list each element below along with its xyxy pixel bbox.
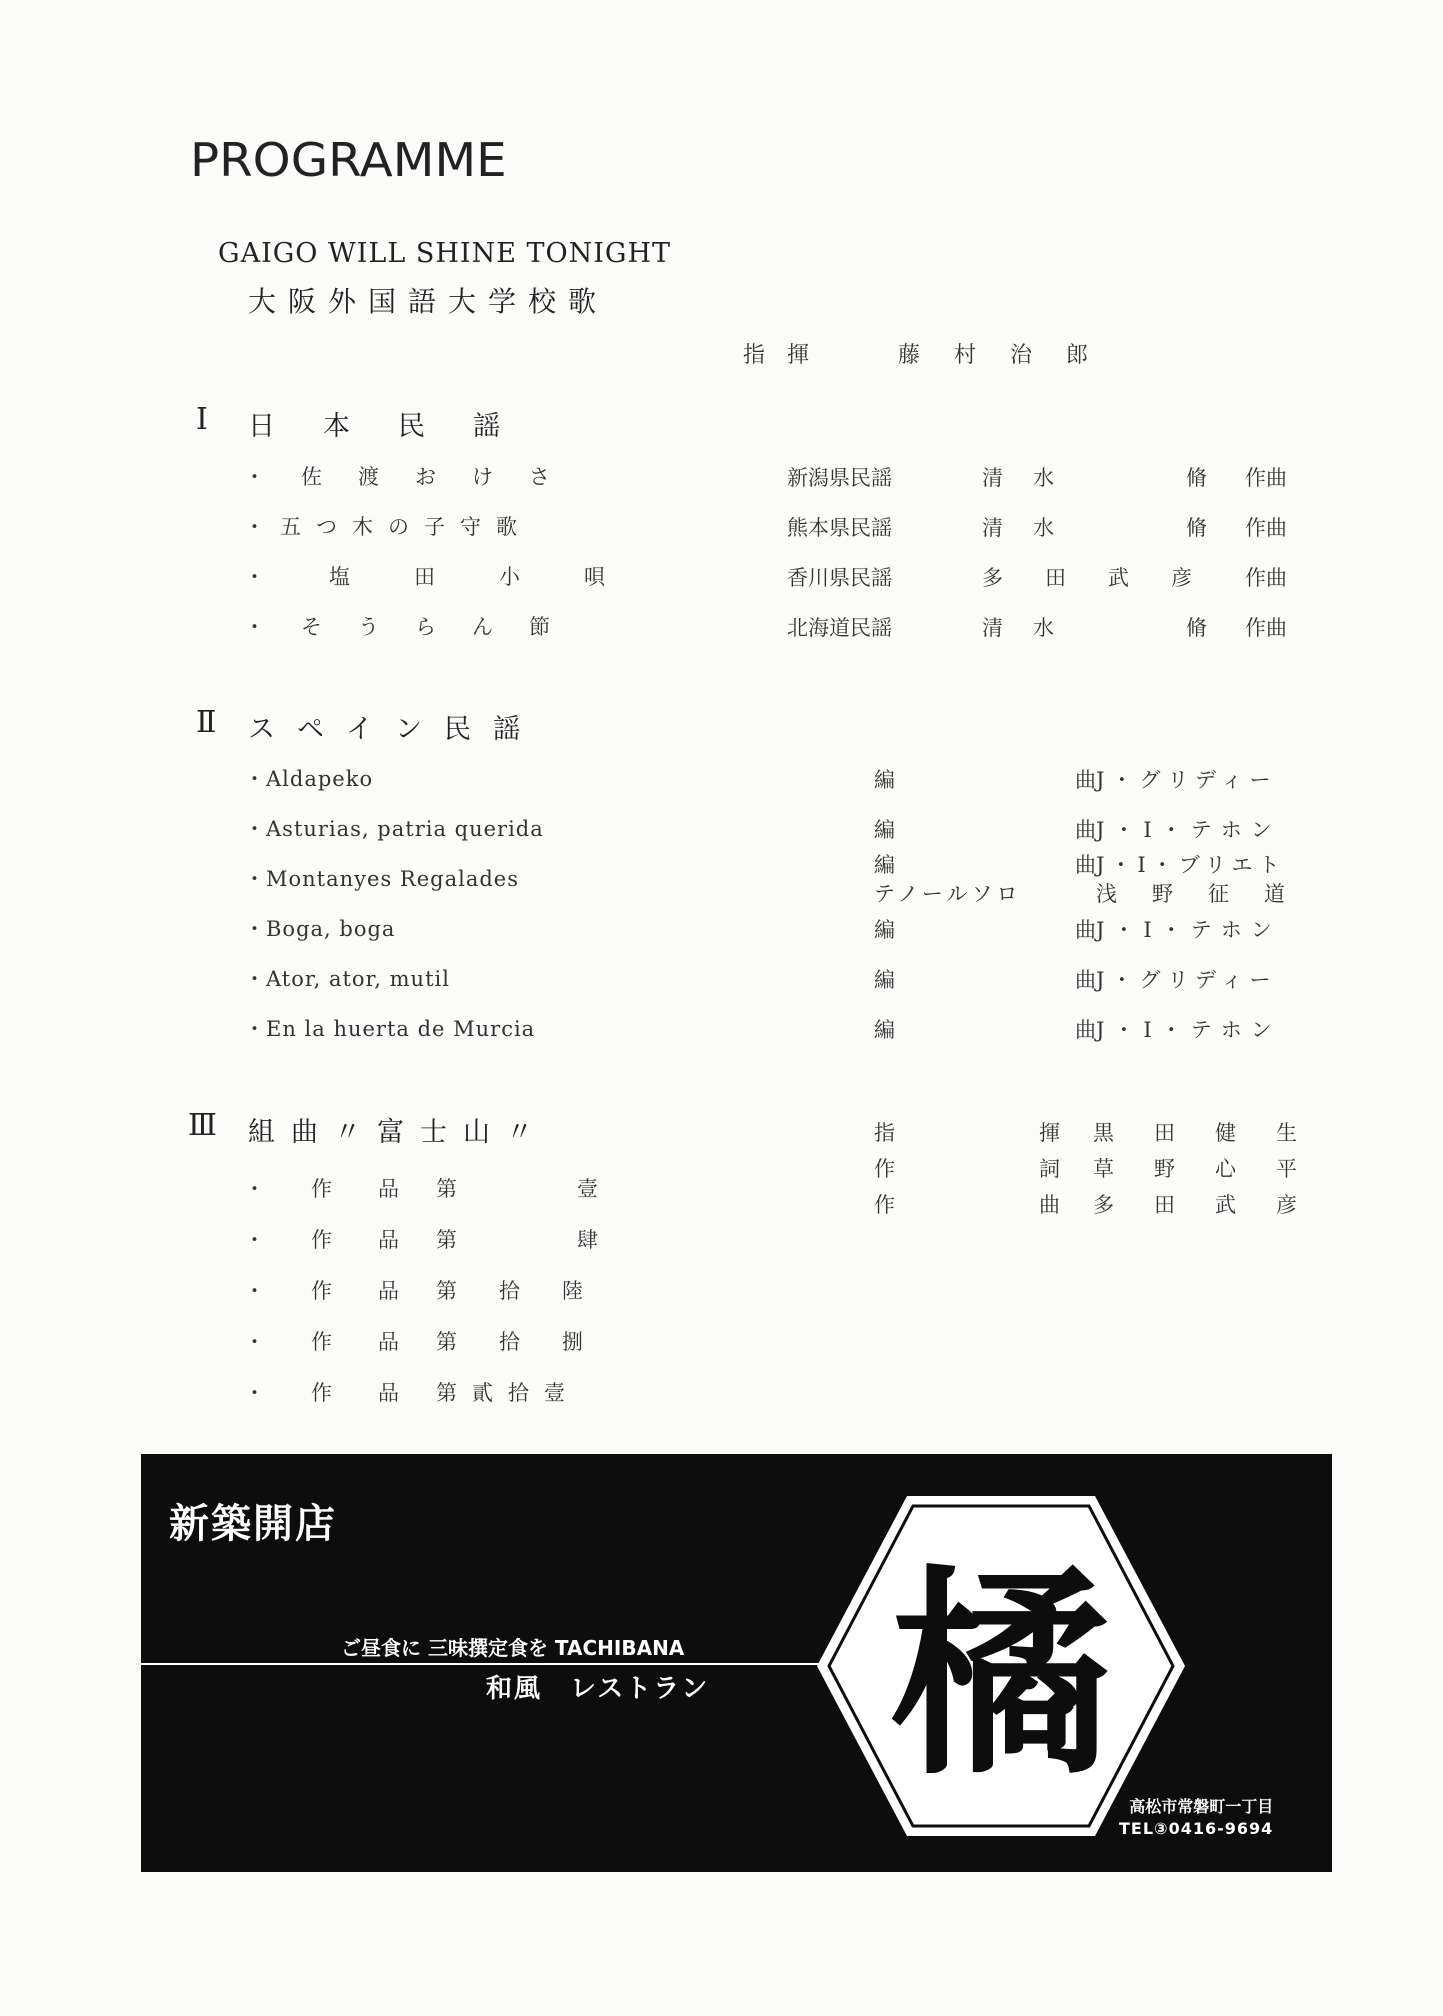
list-item-title: ・五つ木の子守歌 (244, 515, 532, 539)
list-item-arranger: 清水 脩 (982, 516, 1237, 540)
list-item-role: 編 曲 (874, 918, 1142, 942)
credit-role: 作 詞 (874, 1157, 1094, 1181)
list-item-number: 第拾陸 (436, 1279, 625, 1303)
ad-headline: 新築開店 (169, 1501, 337, 1547)
list-item-name: J・I・ブリエト (1096, 853, 1286, 877)
list-item-role: 編 曲 (874, 818, 1142, 842)
list-item-name: J・グリディー (1096, 968, 1278, 992)
section-1-numeral: Ⅰ (196, 402, 208, 437)
ad-divider (141, 1663, 831, 1665)
list-item-title: ・そうらん節 (244, 615, 586, 639)
list-item-label: ・作品 (244, 1279, 445, 1303)
list-item-title: ・塩田小唄 (244, 565, 669, 589)
list-item-origin: 北海道民謡 (787, 616, 892, 640)
list-item-title: ・Asturias, patria querida (244, 817, 544, 841)
section-3-numeral: Ⅲ (188, 1108, 217, 1143)
list-item-title: ・佐渡おけさ (244, 465, 586, 489)
list-item-label: ・作品 (244, 1330, 445, 1354)
list-item-role-soloist: テノールソロ (874, 882, 1022, 906)
list-item-role: 編 曲 (874, 768, 1142, 792)
list-item-name: J・グリディー (1096, 768, 1278, 792)
list-item-role: 編 曲 (874, 1018, 1142, 1042)
list-item-label: ・作品 (244, 1177, 445, 1201)
credit-role: 指 揮 (874, 1121, 1094, 1145)
list-item-number: 第拾捌 (436, 1330, 625, 1354)
list-item-origin: 新潟県民謡 (787, 466, 892, 490)
list-item-credit: 作曲 (1245, 616, 1287, 640)
list-item-role: 編 曲 (874, 968, 1142, 992)
list-item-credit: 作曲 (1245, 516, 1287, 540)
anthem-conductor-role: 指 揮 (743, 343, 810, 368)
anthem-title-jp: 大阪外国語大学校歌 (248, 285, 609, 318)
section-1-title: 日本民謡 (248, 411, 548, 442)
list-item-title: ・Aldapeko (244, 767, 374, 791)
list-item-arranger: 清水 脩 (982, 616, 1237, 640)
list-item-credit: 作曲 (1245, 466, 1287, 490)
ad-phone: TEL③0416-9694 (1119, 1819, 1274, 1838)
ad-tagline: ご昼食に 三味撰定食を TACHIBANA (341, 1636, 685, 1660)
tachibana-logo (813, 1490, 1189, 1842)
ad-address: 高松市常磐町一丁目 (1129, 1797, 1274, 1816)
list-item-number: 第貳拾壹 (436, 1381, 580, 1405)
list-item-number: 第 壹 (436, 1177, 624, 1201)
list-item-credit: 作曲 (1245, 566, 1287, 590)
list-item-name: J・I・テホン (1096, 818, 1281, 842)
credit-role: 作 曲 (874, 1193, 1094, 1217)
section-3-title: 組曲〃富士山〃 (248, 1117, 549, 1148)
logo-character: 橘 (890, 1545, 1112, 1804)
restaurant-advertisement (141, 1454, 1332, 1872)
list-item-name: J・I・テホン (1096, 1018, 1281, 1042)
list-item-arranger: 多田武彦 (982, 566, 1234, 590)
page-title: PROGRAMME (190, 133, 507, 187)
list-item-origin: 香川県民謡 (787, 566, 892, 590)
list-item-title: ・Ator, ator, mutil (244, 967, 450, 991)
list-item-label: ・作品 (244, 1228, 445, 1252)
list-item-role: 編 曲 (874, 853, 1142, 877)
list-item-name-soloist: 浅 野 征 道 (1096, 882, 1292, 906)
anthem-conductor-name: 藤 村 治 郎 (898, 343, 1095, 368)
list-item-arranger: 清水 脩 (982, 466, 1237, 490)
section-2-numeral: Ⅱ (196, 705, 217, 740)
list-item-origin: 熊本県民謡 (787, 516, 892, 540)
credit-name: 多田武彦 (1093, 1193, 1337, 1217)
list-item-name: J・I・テホン (1096, 918, 1281, 942)
ad-address-block (1119, 1796, 1273, 1840)
credit-name: 草野心平 (1093, 1157, 1337, 1181)
anthem-title-en: GAIGO WILL SHINE TONIGHT (218, 238, 672, 269)
section-2-title: スペイン民謡 (248, 714, 542, 745)
list-item-title: ・En la huerta de Murcia (244, 1017, 536, 1041)
list-item-title: ・Boga, boga (244, 917, 396, 941)
list-item-title: ・Montanyes Regalades (244, 867, 519, 891)
ad-restaurant-type: 和風 レストラン (486, 1674, 710, 1704)
list-item-label: ・作品 (244, 1381, 445, 1405)
list-item-number: 第 肆 (436, 1228, 624, 1252)
credit-name: 黒田健生 (1093, 1121, 1337, 1145)
